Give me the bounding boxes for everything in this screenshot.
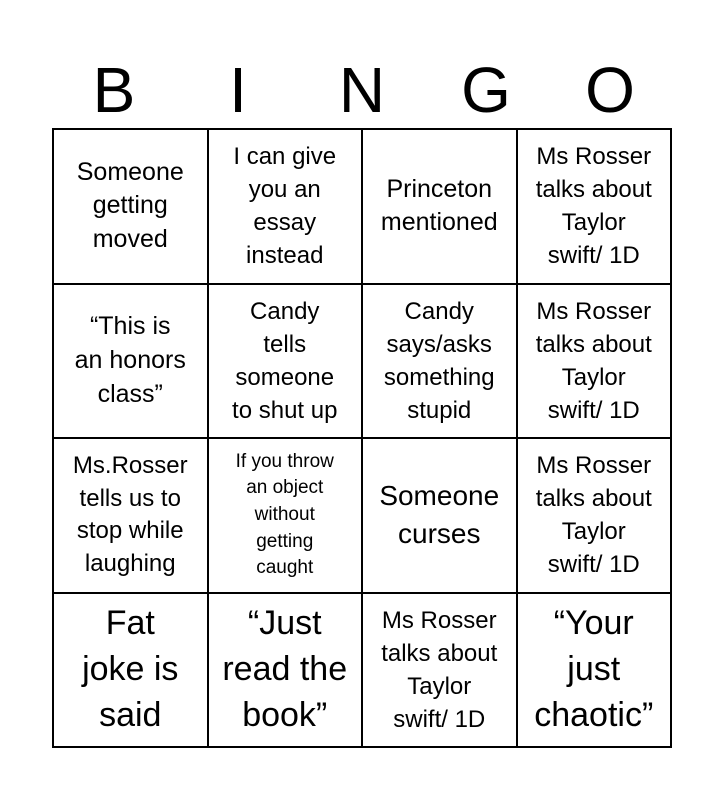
- bingo-cell[interactable]: [208, 284, 363, 439]
- bingo-cell[interactable]: [362, 284, 517, 439]
- bingo-cell[interactable]: [517, 284, 672, 439]
- bingo-board: [52, 128, 672, 748]
- header-letter-o: O: [585, 54, 635, 126]
- cell-text: Ms Rosser talks about Taylor swift/ 1D: [381, 606, 498, 733]
- header-letter-i: I: [229, 54, 247, 126]
- cell-text: Ms Rosser talks about Taylor swift/ 1D: [535, 143, 652, 270]
- bingo-cell[interactable]: [208, 593, 363, 748]
- bingo-header: [52, 52, 672, 128]
- cell-text: Fat joke is said: [82, 603, 179, 734]
- header-letter-n: N: [338, 54, 386, 126]
- cell-text: Ms Rosser talks about Taylor swift/ 1D: [535, 452, 652, 579]
- cell-text: Princeton mentioned: [380, 174, 498, 237]
- bingo-cell[interactable]: [53, 593, 208, 748]
- bingo-cell[interactable]: [208, 129, 363, 284]
- cell-text: I can give you an essay instead: [233, 143, 337, 270]
- cell-text: Someone getting moved: [76, 157, 184, 254]
- bingo-cell[interactable]: [53, 284, 208, 439]
- cell-text: “This is an honors class”: [74, 312, 186, 408]
- bingo-cell[interactable]: [53, 129, 208, 284]
- header-letter-g: G: [461, 54, 511, 126]
- bingo-cell[interactable]: [517, 438, 672, 593]
- cell-text: “Your just chaotic”: [534, 603, 654, 734]
- cell-text: Ms.Rosser tells us to stop while laughing: [72, 452, 188, 577]
- cell-text: Someone curses: [379, 480, 500, 550]
- bingo-cell[interactable]: [362, 438, 517, 593]
- header-letter-b: B: [92, 54, 136, 126]
- bingo-cell[interactable]: [517, 593, 672, 748]
- bingo-cell[interactable]: [362, 593, 517, 748]
- bingo-cell[interactable]: [208, 438, 363, 593]
- cell-text: If you throw an object without getting caught: [235, 450, 334, 579]
- cell-text: Ms Rosser talks about Taylor swift/ 1D: [535, 297, 652, 424]
- bingo-cell[interactable]: [53, 438, 208, 593]
- bingo-cell[interactable]: [517, 129, 672, 284]
- cell-text: Candy tells someone to shut up: [232, 297, 338, 424]
- cell-text: Candy says/asks something stupid: [383, 297, 495, 424]
- bingo-cell[interactable]: [362, 129, 517, 284]
- cell-text: “Just read the book”: [222, 603, 348, 734]
